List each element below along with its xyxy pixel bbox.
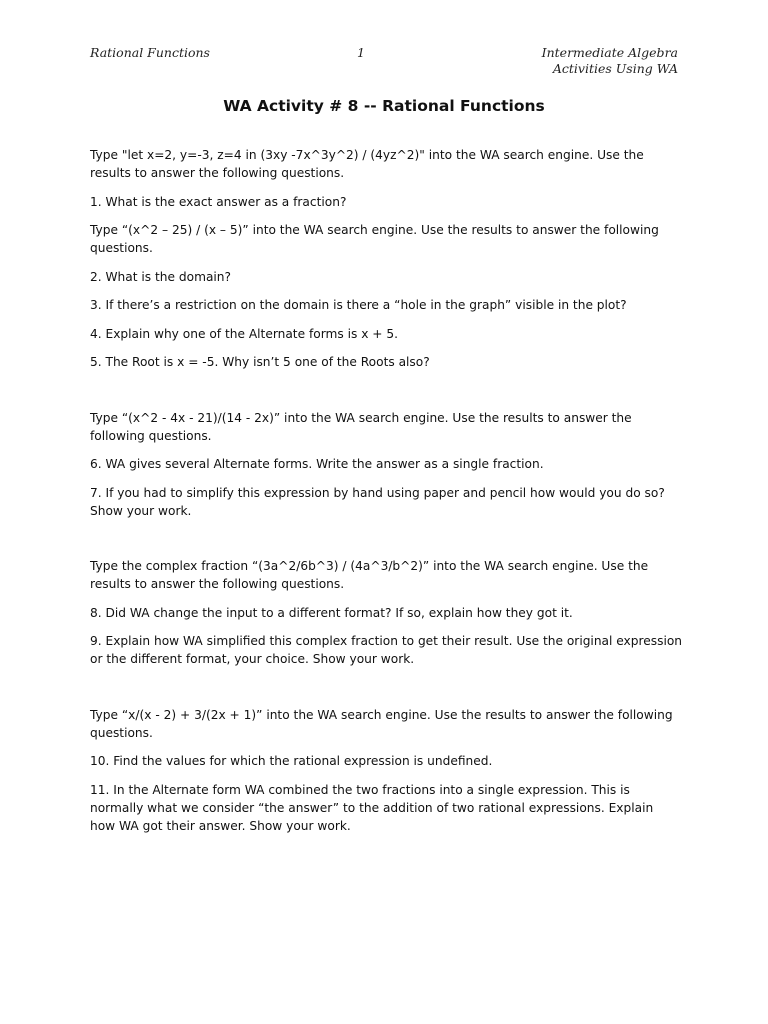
question-10: 10. Find the values for which the rational expression is undefined. <box>90 754 493 768</box>
question-11: 11. In the Alternate form WA combined the two fractions into a single expression. This is normally what we consider “the answer” to the addition of two rational expressions. Explain how WA got their answer. Show your work. <box>90 782 654 833</box>
question-9: 9. Explain how WA simplified this complex fraction to get their result. Use the original expression or the different format, your choice. Show your work. <box>90 634 683 666</box>
header-right <box>542 45 678 77</box>
instruction-1: Type "let x=2, y=-3, z=4 in (3xy -7x^3y^2) / (4yz^2)" into the WA search engine. Use the results to answer the following questions. <box>90 148 644 180</box>
section-gap <box>90 530 682 557</box>
question-3: 3. If there’s a restriction on the domain is there a “hole in the graph” visible in the plot? <box>90 298 627 312</box>
question-4: 4. Explain why one of the Alternate forms is x + 5. <box>90 326 399 341</box>
question-2: 2. What is the domain? <box>90 269 231 284</box>
header-left: Rational Functions <box>90 45 210 60</box>
question-1: 1. What is the exact answer as a fraction? <box>90 194 347 209</box>
section-gap <box>90 382 682 409</box>
question-5: 5. The Root is x = -5. Why isn’t 5 one of the Roots also? <box>90 355 430 369</box>
header-right-line1: Intermediate Algebra <box>541 45 678 60</box>
question-8: 8. Did WA change the input to a different format? If so, explain how they got it. <box>90 605 573 620</box>
section-gap <box>90 679 682 706</box>
header-right-line2: Activities Using WA <box>552 61 678 76</box>
instruction-2: Type “(x^2 – 25) / (x – 5)” into the WA search engine. Use the results to answer the following questions. <box>90 223 659 255</box>
page-title: WA Activity # 8 -- Rational Functions <box>223 97 545 115</box>
page-number: 1 <box>357 45 365 60</box>
question-7: 7. If you had to simplify this expression by hand using paper and pencil how would you do so? Show your work. <box>90 485 665 518</box>
instruction-3: Type “(x^2 - 4x - 21)/(14 - 2x)” into the WA search engine. Use the results to answer the following questions. <box>90 410 632 443</box>
question-6: 6. WA gives several Alternate forms. Write the answer as a single fraction. <box>90 457 544 471</box>
instruction-5: Type “x/(x - 2) + 3/(2x + 1)” into the WA search engine. Use the results to answer the following questions. <box>90 707 673 740</box>
document-body <box>90 146 682 845</box>
instruction-4: Type the complex fraction “(3a^2/6b^3) / (4a^3/b^2)” into the WA search engine. Use the results to answer the following questions. <box>90 559 649 591</box>
